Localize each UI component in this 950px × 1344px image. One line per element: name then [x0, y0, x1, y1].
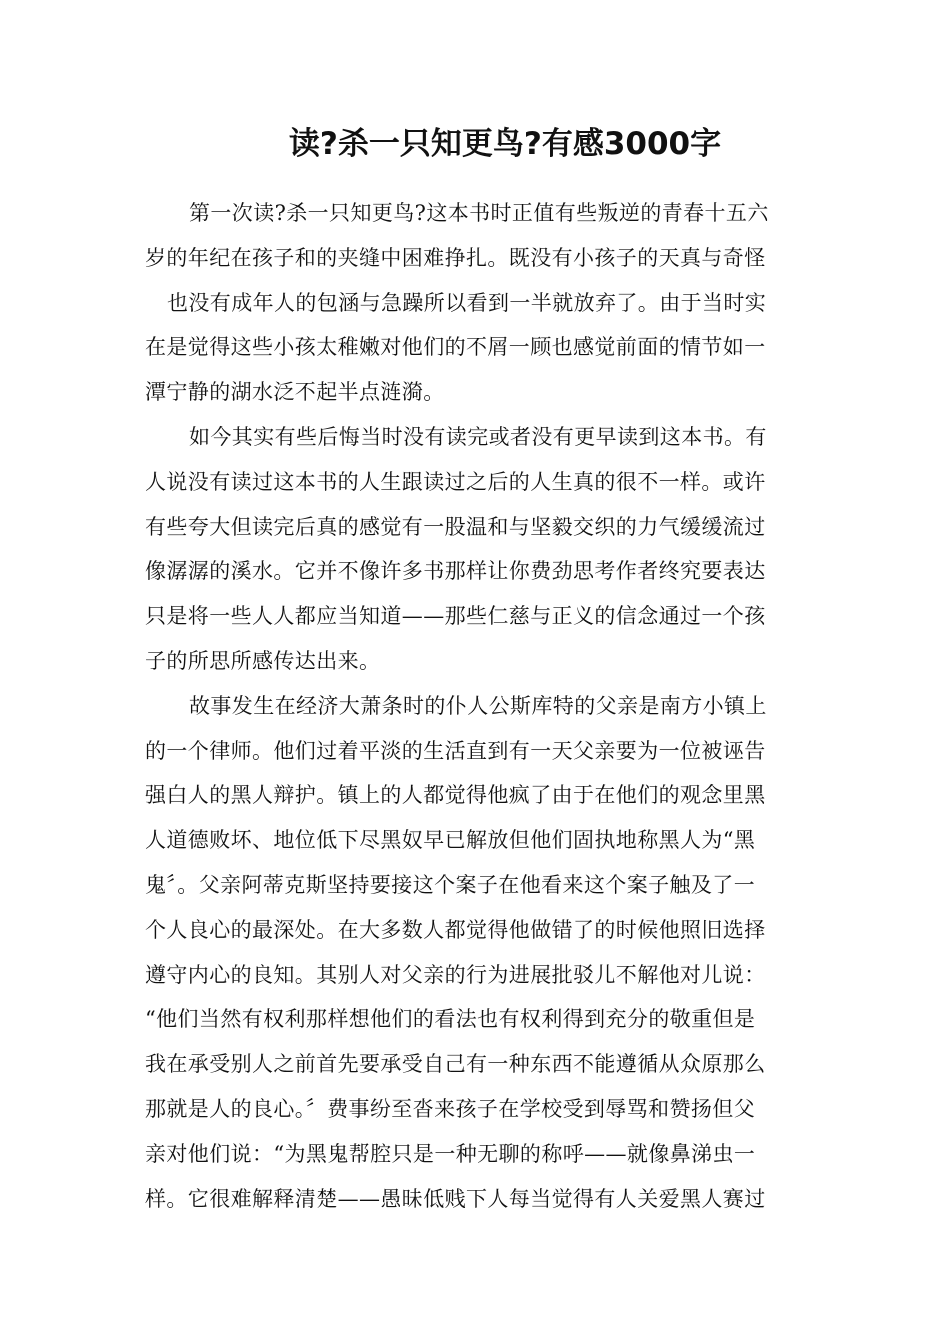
paragraph-line: 强白人的黑人辩护。镇上的人都觉得他疯了由于在他们的观念里黑 [145, 783, 766, 808]
paragraph-line: 第一次读?杀一只知更鸟?这本书时正值有些叛逆的青春十五六 [189, 201, 769, 225]
paragraph-line: 那就是人的良心。〞费事纷至沓来孩子在学校受到辱骂和赞扬但父 [145, 1096, 756, 1121]
paragraph-line: 潭宁静的湖水泛不起半点涟漪。 [145, 380, 445, 405]
paragraph-line: 只是将一些人人都应当知道——那些仁慈与正义的信念通过一个孩 [145, 604, 766, 629]
paragraph-line: 在是觉得这些小孩太稚嫩对他们的不屑一顾也感觉前面的情节如一 [145, 335, 766, 360]
paragraph-line: 像潺潺的溪水。它并不像许多书那样让你费劲思考作者终究要表达 [145, 559, 766, 584]
document-title: 读?杀一只知更鸟?有感3000字 [288, 126, 722, 162]
paragraph-line: 故事发生在经济大萧条时的仆人公斯库特的父亲是南方小镇上 [189, 693, 767, 718]
paragraph-line: “他们当然有权利那样想他们的看法也有权利得到充分的敬重但是 [145, 1007, 756, 1032]
paragraph-line: 也没有成年人的包涵与急躁所以看到一半就放弃了。由于当时实 [167, 290, 767, 315]
paragraph-line: 的一个律师。他们过着平淡的生活直到有一天父亲要为一位被诬告 [145, 738, 766, 763]
paragraph-line: 岁的年纪在孩子和的夹缝中困难挣扎。既没有小孩子的天真与奇怪 [145, 245, 766, 270]
paragraph-line: 子的所思所感传达出来。 [145, 648, 381, 673]
paragraph-line: 人说没有读过这本书的人生跟读过之后的人生真的很不一样。或许 [145, 469, 766, 494]
paragraph-line: 样。它很难解释清楚——愚昧低贱下人每当觉得有人关爱黑人赛过 [145, 1186, 766, 1211]
document-body [145, 191, 815, 1221]
paragraph-line: 人道德败坏、地位低下尽黑奴早已解放但他们固执地称黑人为“黑 [145, 828, 756, 853]
paragraph-line: 如今其实有些后悔当时没有读完或者没有更早读到这本书。有 [189, 424, 767, 449]
paragraph-line: 个人良心的最深处。在大多数人都觉得他做错了的时候他照旧选择 [145, 917, 766, 942]
paragraph-line: 鬼〞。父亲阿蒂克斯坚持要接这个案子在他看来这个案子触及了一 [145, 872, 756, 897]
paragraph-line: 有些夸大但读完后真的感觉有一股温和与坚毅交织的力气缓缓流过 [145, 514, 766, 539]
paragraph-line: 亲对他们说：“为黑鬼帮腔只是一种无聊的称呼——就像鼻涕虫一 [145, 1141, 756, 1166]
paragraph-line: 遵守内心的良知。其别人对父亲的行为进展批驳儿不解他对儿说： [145, 962, 766, 987]
paragraph-line: 我在承受别人之前首先要承受自己有一种东西不能遵循从众原那么 [145, 1052, 766, 1077]
